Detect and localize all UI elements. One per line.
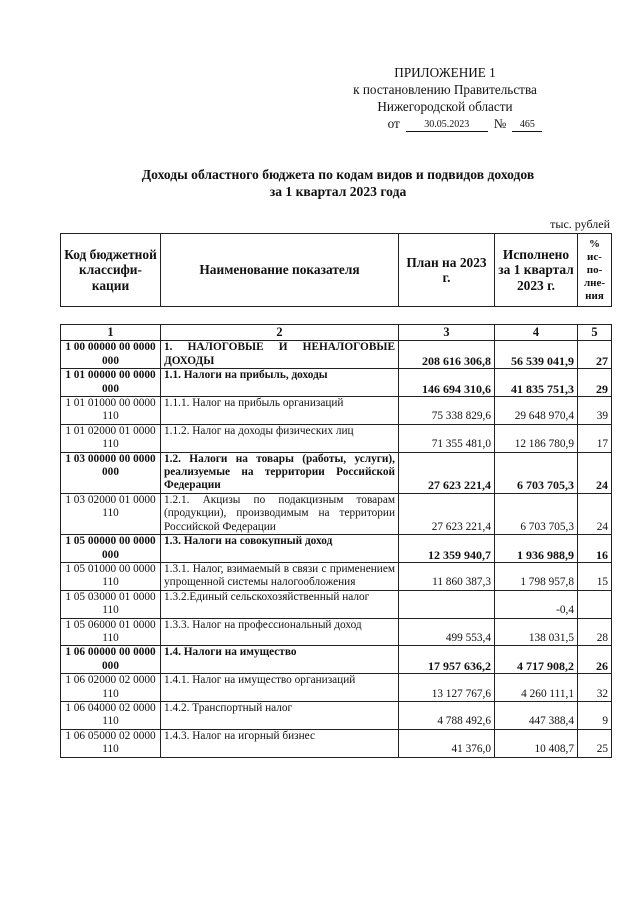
decree-date: 30.05.2023	[406, 119, 488, 132]
table-row	[61, 646, 612, 674]
row-code: 1 01 01000 00 0000 110	[61, 397, 161, 425]
appendix-title: ПРИЛОЖЕНИЕ 1	[394, 65, 496, 80]
table-row	[61, 535, 612, 563]
row-plan: 71 355 481,0	[399, 424, 495, 452]
row-code: 1 06 02000 02 0000 110	[61, 674, 161, 702]
row-plan: 12 359 940,7	[399, 535, 495, 563]
table-row	[61, 729, 612, 757]
table-row	[61, 674, 612, 702]
appendix-block	[300, 64, 590, 132]
row-done: 4 717 908,2	[495, 646, 578, 674]
row-done: 12 186 780,9	[495, 424, 578, 452]
row-plan: 208 616 306,8	[399, 341, 495, 369]
row-code: 1 05 01000 00 0000 110	[61, 562, 161, 590]
title-line-1: Доходы областного бюджета по кодам видов и подвидов доходов	[141, 167, 535, 182]
table-row	[61, 562, 612, 590]
row-code: 1 00 00000 00 0000 000	[61, 341, 161, 369]
row-done: 447 388,4	[495, 701, 578, 729]
table-row	[61, 341, 612, 369]
row-plan: 27 623 221,4	[399, 493, 495, 534]
column-number: 3	[399, 325, 495, 341]
row-pct	[578, 590, 612, 618]
row-name: 1.4.2. Транспортный налог	[161, 701, 399, 729]
row-done: 138 031,5	[495, 618, 578, 646]
column-number: 5	[578, 325, 612, 341]
row-plan: 11 860 387,3	[399, 562, 495, 590]
row-done: 41 835 751,3	[495, 369, 578, 397]
row-pct: 9	[578, 701, 612, 729]
table-row	[61, 493, 612, 534]
row-code: 1 06 05000 02 0000 110	[61, 729, 161, 757]
table-row	[61, 618, 612, 646]
row-done: 1 798 957,8	[495, 562, 578, 590]
decree-number: 465	[512, 119, 542, 132]
table-row	[61, 397, 612, 425]
row-code: 1 05 03000 01 0000 110	[61, 590, 161, 618]
column-number: 4	[495, 325, 578, 341]
row-code: 1 06 00000 00 0000 000	[61, 646, 161, 674]
row-plan: 13 127 767,6	[399, 674, 495, 702]
row-name: 1.1.2. Налог на доходы физических лиц	[161, 424, 399, 452]
row-plan: 41 376,0	[399, 729, 495, 757]
column-numbers-row	[61, 325, 612, 341]
row-name: 1.2. Налоги на товары (работы, услуги), реализуемые на территории Российской Федерации	[161, 452, 399, 493]
row-done: 29 648 970,4	[495, 397, 578, 425]
income-table	[60, 324, 612, 758]
column-number: 1	[61, 325, 161, 341]
units-label: тыс. рублей	[550, 217, 610, 231]
appendix-line-2: Нижегородской области	[377, 99, 513, 114]
row-code: 1 06 04000 02 0000 110	[61, 701, 161, 729]
row-done: 10 408,7	[495, 729, 578, 757]
header-done: Исполнено за 1 квартал 2023 г.	[495, 234, 578, 307]
row-pct: 28	[578, 618, 612, 646]
row-pct: 39	[578, 397, 612, 425]
row-plan: 499 553,4	[399, 618, 495, 646]
row-name: 1.4. Налоги на имущество	[161, 646, 399, 674]
row-pct: 24	[578, 493, 612, 534]
header-pct: % ис-по-лне-ния	[578, 234, 612, 307]
table-row	[61, 701, 612, 729]
title-line-2: за 1 квартал 2023 года	[269, 184, 407, 199]
row-name: 1.3.1. Налог, взимаемый в связи с применением упрощенной системы налогообложения	[161, 562, 399, 590]
row-name: 1. НАЛОГОВЫЕ И НЕНАЛОГОВЫЕ ДОХОДЫ	[161, 341, 399, 369]
appendix-date-line	[340, 115, 590, 132]
from-label: от	[387, 116, 400, 131]
row-name: 1.4.3. Налог на игорный бизнес	[161, 729, 399, 757]
column-number: 2	[161, 325, 399, 341]
table-row	[61, 452, 612, 493]
header-name: Наименование показателя	[161, 234, 399, 307]
row-done: -0,4	[495, 590, 578, 618]
row-pct: 16	[578, 535, 612, 563]
row-done: 6 703 705,3	[495, 493, 578, 534]
row-name: 1.1. Налоги на прибыль, доходы	[161, 369, 399, 397]
row-plan: 146 694 310,6	[399, 369, 495, 397]
row-name: 1.4.1. Налог на имущество организаций	[161, 674, 399, 702]
row-pct: 24	[578, 452, 612, 493]
table-row	[61, 590, 612, 618]
row-plan: 27 623 221,4	[399, 452, 495, 493]
row-code: 1 01 02000 01 0000 110	[61, 424, 161, 452]
table-row	[61, 369, 612, 397]
header-plan: План на 2023 г.	[399, 234, 495, 307]
row-name: 1.1.1. Налог на прибыль организаций	[161, 397, 399, 425]
row-name: 1.3. Налоги на совокупный доход	[161, 535, 399, 563]
row-pct: 25	[578, 729, 612, 757]
row-plan: 17 957 636,2	[399, 646, 495, 674]
document-title	[60, 166, 616, 200]
row-pct: 29	[578, 369, 612, 397]
header-code: Код бюджетной классифи-кации	[61, 234, 161, 307]
row-name: 1.2.1. Акцизы по подакцизным товарам (продукции), производимым на территории Российской Федерации	[161, 493, 399, 534]
row-code: 1 01 00000 00 0000 000	[61, 369, 161, 397]
row-code: 1 03 02000 01 0000 110	[61, 493, 161, 534]
row-code: 1 05 06000 01 0000 110	[61, 618, 161, 646]
table-header	[60, 233, 612, 307]
row-done: 4 260 111,1	[495, 674, 578, 702]
row-done: 56 539 041,9	[495, 341, 578, 369]
row-pct: 15	[578, 562, 612, 590]
number-label: №	[493, 116, 507, 131]
row-pct: 17	[578, 424, 612, 452]
appendix-line-1: к постановлению Правительства	[353, 82, 537, 97]
row-done: 6 703 705,3	[495, 452, 578, 493]
row-plan: 75 338 829,6	[399, 397, 495, 425]
row-name: 1.3.2.Единый сельскохозяйственный налог	[161, 590, 399, 618]
table-row	[61, 424, 612, 452]
row-done: 1 936 988,9	[495, 535, 578, 563]
row-plan	[399, 590, 495, 618]
row-code: 1 05 00000 00 0000 000	[61, 535, 161, 563]
row-code: 1 03 00000 00 0000 000	[61, 452, 161, 493]
row-pct: 26	[578, 646, 612, 674]
row-pct: 32	[578, 674, 612, 702]
row-pct: 27	[578, 341, 612, 369]
row-plan: 4 788 492,6	[399, 701, 495, 729]
row-name: 1.3.3. Налог на профессиональный доход	[161, 618, 399, 646]
